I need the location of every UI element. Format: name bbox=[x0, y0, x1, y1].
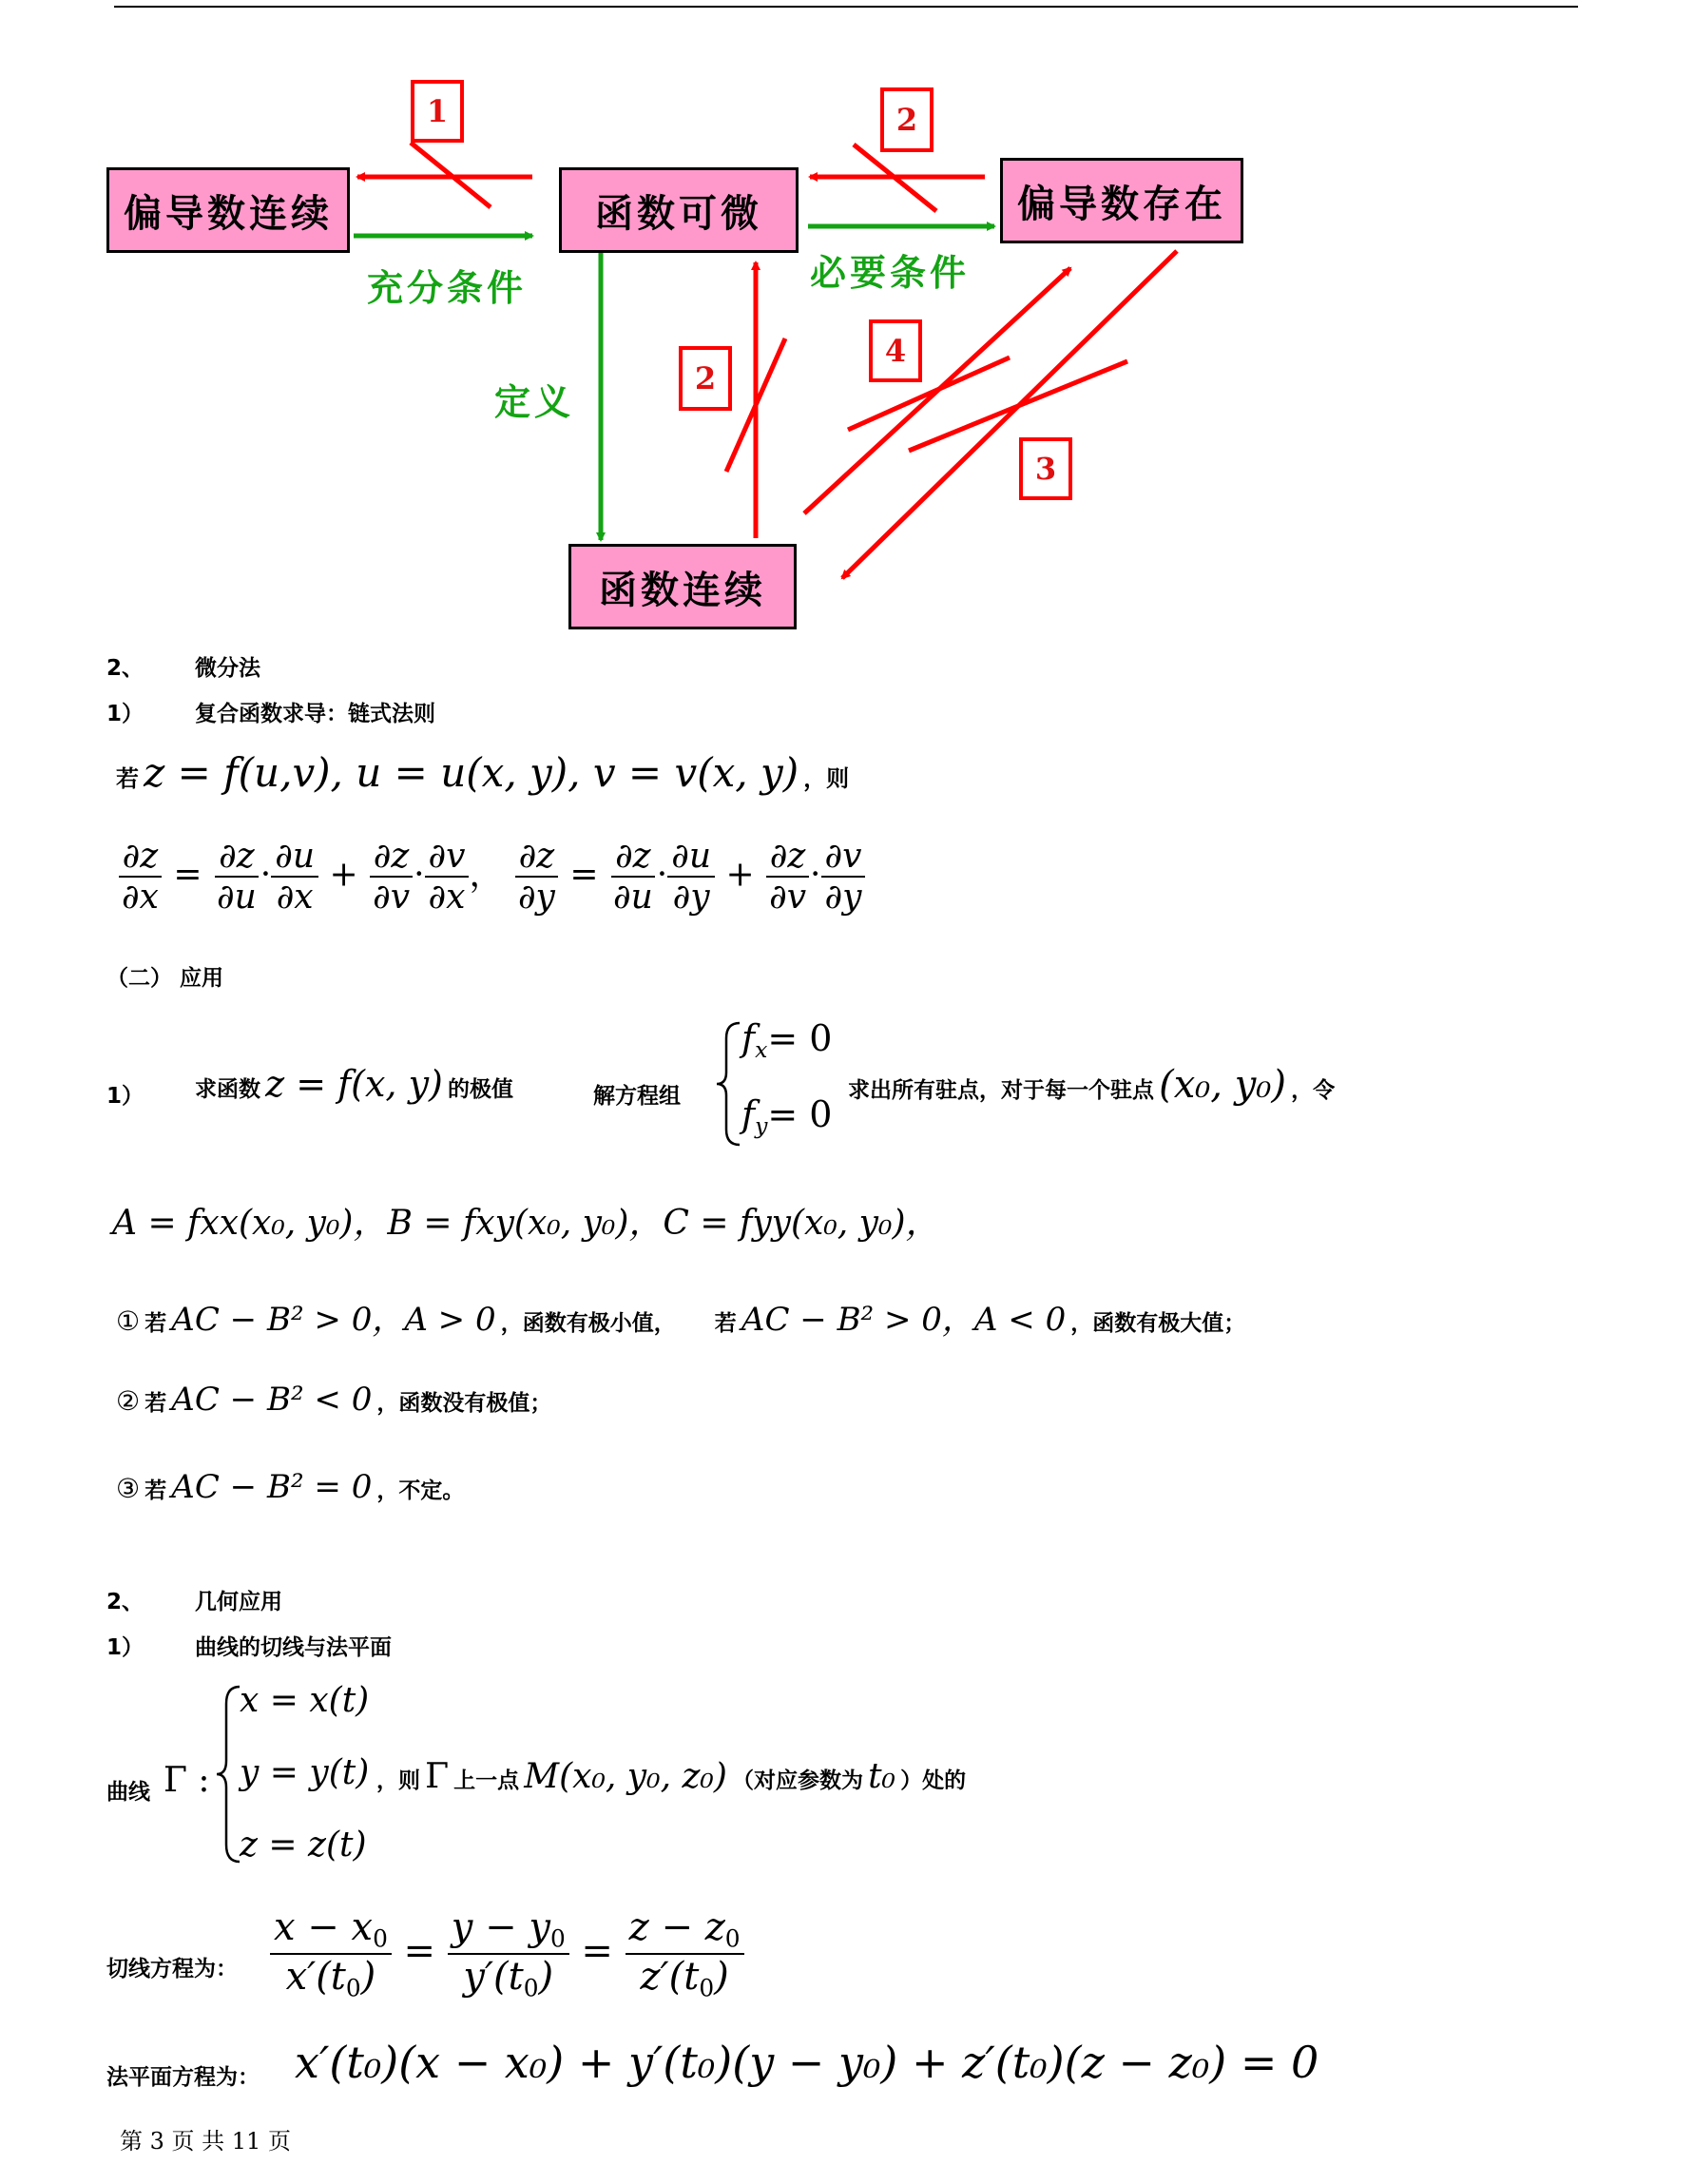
marker-4: 4 bbox=[869, 319, 922, 382]
app-item-number: 1） bbox=[106, 1084, 144, 1109]
case-3-cond: AC − B² = 0 bbox=[171, 1468, 373, 1506]
curve-x-eq: x = x(t) bbox=[240, 1681, 370, 1720]
node-partial-exists: 偏导数存在 bbox=[1000, 158, 1243, 243]
arrow-pe-to-cont-not bbox=[842, 251, 1177, 578]
abc-definitions: A = fxx(x₀, y₀)，B = fxy(x₀, y₀)，C = fyy(x₀, y₀)， bbox=[112, 1204, 940, 1243]
section-geo-title: 几何应用 bbox=[195, 1590, 282, 1614]
section-diff-number: 2、 bbox=[106, 656, 144, 681]
case-2-mark: ② bbox=[116, 1385, 141, 1417]
curve-gamma: Γ : bbox=[164, 1761, 210, 1800]
marker-2b: 2 bbox=[679, 346, 732, 411]
stationary-point: (x₀, y₀) bbox=[1159, 1063, 1286, 1107]
case-1b-cond: AC − B² > 0，A < 0 bbox=[741, 1301, 1067, 1339]
page-footer: 第 3 页 共 11 页 bbox=[120, 2128, 291, 2155]
diff-item-number: 1） bbox=[106, 702, 144, 726]
marker-3: 3 bbox=[1019, 437, 1072, 500]
case-3-line: ③ 若 AC − B² = 0 ，不定。 bbox=[116, 1468, 465, 1506]
case-2-result: ，函数没有极值； bbox=[376, 1391, 552, 1416]
marker-2a: 2 bbox=[880, 87, 934, 152]
diagram-arrows bbox=[0, 0, 1694, 666]
let-text: ，令 bbox=[1291, 1078, 1336, 1103]
stationary-line bbox=[848, 1063, 1335, 1107]
system-eq1: $f_x= 0$ bbox=[741, 1017, 833, 1064]
case-3-result: ，不定。 bbox=[376, 1479, 465, 1503]
find-text: 求出所有驻点，对于每一个驻点 bbox=[848, 1078, 1154, 1103]
label-necessary: 必要条件 bbox=[810, 252, 971, 294]
extremum-prefix: 求函数 bbox=[195, 1077, 260, 1102]
curve-y-eq: y = y(t) bbox=[240, 1753, 370, 1792]
label-sufficient: 充分条件 bbox=[367, 267, 528, 309]
system-eq2: $f_y= 0$ bbox=[741, 1093, 833, 1140]
solve-text: 解方程组 bbox=[593, 1084, 681, 1109]
diff-item-title: 复合函数求导：链式法则 bbox=[195, 702, 435, 726]
node-differentiable: 函数可微 bbox=[559, 167, 799, 253]
if-word: 若 bbox=[116, 765, 139, 792]
case-1-line: ① 若 AC − B² > 0，A > 0 ，函数有极小值， 若 AC − B² > 0，A < 0 ，函数有极大值； bbox=[116, 1301, 1246, 1339]
case-1-cond: AC − B² > 0，A > 0 bbox=[171, 1301, 496, 1339]
label-definition: 定义 bbox=[494, 381, 575, 423]
case-2-line: ② 若 AC − B² < 0 ，函数没有极值； bbox=[116, 1381, 552, 1419]
normal-label: 法平面方程为： bbox=[106, 2065, 260, 2090]
node-continuous: 函数连续 bbox=[568, 544, 797, 629]
section-app-title: （二） 应用 bbox=[106, 966, 224, 991]
tangent-label: 切线方程为： bbox=[106, 1957, 238, 1981]
case-3-mark: ③ bbox=[116, 1473, 141, 1504]
geo-item-title: 曲线的切线与法平面 bbox=[195, 1635, 392, 1660]
case-1-result: ，函数有极小值， bbox=[500, 1311, 676, 1336]
point-m: M(x₀, y₀, z₀) bbox=[524, 1757, 727, 1796]
chain-condition-line bbox=[116, 749, 849, 796]
chain-condition: z = f(u,v), u = u(x, y), v = v(x, y) bbox=[144, 749, 799, 796]
marker-1: 1 bbox=[411, 80, 464, 143]
case-1b-result: ，函数有极大值； bbox=[1070, 1311, 1246, 1336]
strike-3 bbox=[909, 361, 1127, 451]
case-1-mark: ① bbox=[116, 1305, 141, 1337]
then-word: ，则 bbox=[803, 765, 850, 792]
chain-rule-formulas: $\frac{\partial z}{\partial x}$ = $\frac{\partial z}{\partial u}$ · $\frac{\partial u}{\partial x}$ + $\frac{\partial z}{\partial v}$ · $\frac{\partial v}{\partial x}$ ， $\frac{\partial z}{\partial y}$ = $\frac{\partial z}{\partial u}$ · $\frac{\partial u}{\partial y}$ + $\frac{\partial z}{\partial v}$ · $\frac{\partial v}{\partial y}$ bbox=[118, 837, 865, 918]
geo-item-number: 1） bbox=[106, 1635, 144, 1660]
normal-plane-equation: x′(t₀)(x − x₀) + y′(t₀)(y − y₀) + z′(t₀)(z − z₀) = 0 bbox=[295, 2037, 1319, 2088]
extremum-func: z = f(x, y) bbox=[265, 1063, 443, 1105]
param-t0: t₀ bbox=[868, 1757, 895, 1796]
curve-prefix: 曲线 bbox=[106, 1780, 150, 1805]
case-2-cond: AC − B² < 0 bbox=[171, 1381, 373, 1419]
dz-dy: $\frac{\partial z}{\partial y}$ bbox=[514, 837, 559, 918]
section-geo-number: 2、 bbox=[106, 1590, 144, 1614]
system-brace bbox=[715, 1019, 743, 1149]
extremum-line bbox=[195, 1063, 513, 1105]
gamma-symbol: Γ bbox=[425, 1757, 450, 1796]
section-diff-title: 微分法 bbox=[195, 656, 260, 681]
curve-point-line: ，则 Γ 上一点 M(x₀, y₀, z₀) （对应参数为 t₀ ）处的 bbox=[376, 1757, 967, 1796]
node-partial-continuous: 偏导数连续 bbox=[106, 167, 350, 253]
extremum-suffix: 的极值 bbox=[447, 1077, 513, 1102]
tangent-equation: $\frac{x - x_0}{x'(t_0)}$ = $\frac{y - y_0}{y'(t_0)}$ = $\frac{z - z_0}{z'(t_0)}$ bbox=[270, 1905, 744, 2002]
dz-dx: $\frac{\partial z}{\partial x}$ bbox=[118, 837, 163, 918]
curve-z-eq: z = z(t) bbox=[240, 1826, 367, 1865]
